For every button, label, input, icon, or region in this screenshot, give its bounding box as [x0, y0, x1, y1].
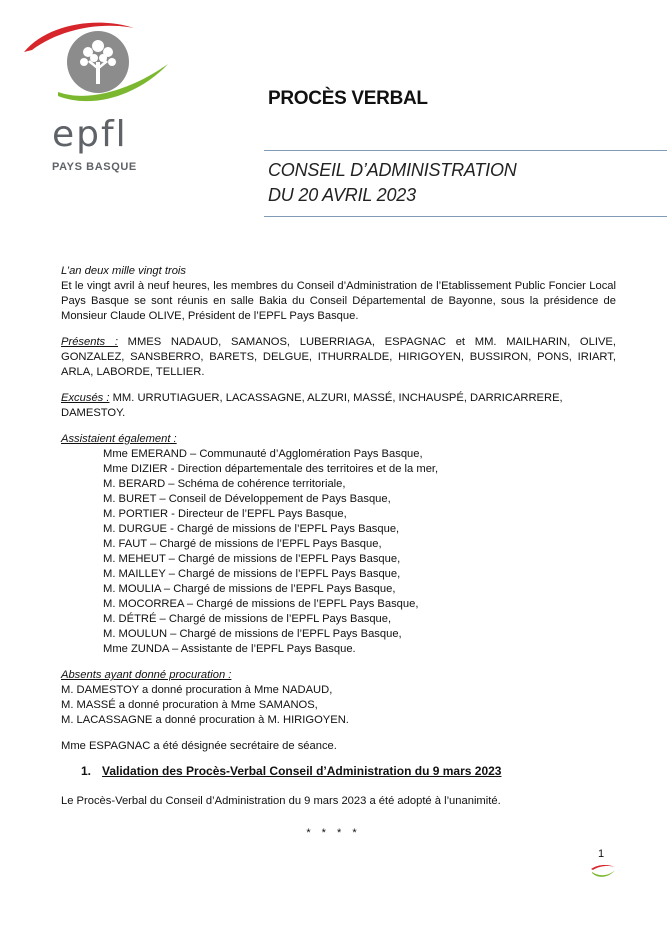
list-item: M. DAMESTOY a donné procuration à Mme NADAUD,: [61, 684, 333, 696]
intro-date-phrase: L’an deux mille vingt trois: [61, 265, 186, 277]
section-heading: [81, 764, 501, 778]
presents-paragraph: [61, 335, 616, 380]
intro-paragraph: Et le vingt avril à neuf heures, les membres du Conseil d’Administration de l’Etablissement Public Foncier Local Pays Basque se sont réunis en salle Bakia du Conseil Départemental de Bayonne, sous la présidence de Monsieur Claude OLIVE, Président de l’EPFL Pays Basque.: [61, 280, 616, 322]
assistants-list: [61, 447, 616, 657]
presents-label: Présents :: [61, 336, 118, 348]
meeting-title-line1: CONSEIL D’ADMINISTRATION: [268, 160, 517, 180]
logo-subtitle: PAYS BASQUE: [52, 161, 137, 173]
list-item: M. MOCORREA – Chargé de missions de l’EPFL Pays Basque,: [103, 598, 419, 610]
page-number: 1: [598, 848, 605, 860]
list-item: M. FAUT – Chargé de missions de l’EPFL Pays Basque,: [103, 538, 382, 550]
footer-swoosh-icon: [590, 862, 616, 878]
list-item: Mme ZUNDA – Assistante de l’EPFL Pays Basque.: [103, 643, 356, 655]
section-title: Validation des Procès-Verbal Conseil d’Administration du 9 mars 2023: [102, 764, 502, 778]
list-item: M. LACASSAGNE a donné procuration à M. HIRIGOYEN.: [61, 714, 349, 726]
list-item: M. MASSÉ a donné procuration à Mme SAMANOS,: [61, 699, 318, 711]
absents-label: Absents ayant donné procuration :: [61, 669, 232, 681]
list-item: M. MEHEUT – Chargé de missions de l’EPFL Pays Basque,: [103, 553, 401, 565]
excuses-paragraph: [61, 391, 616, 421]
list-item: Mme EMERAND – Communauté d’Agglomération Pays Basque,: [103, 448, 423, 460]
secretary-statement: Mme ESPAGNAC a été désignée secrétaire de séance.: [61, 740, 337, 752]
separator-stars: * * * *: [306, 827, 361, 839]
list-item: M. PORTIER - Directeur de l’EPFL Pays Basque,: [103, 508, 347, 520]
list-item: M. MOULUN – Chargé de missions de l’EPFL Pays Basque,: [103, 628, 402, 640]
section-number: 1.: [81, 764, 92, 778]
list-item: M. DURGUE - Chargé de missions de l’EPFL Pays Basque,: [103, 523, 400, 535]
list-item: M. BURET – Conseil de Développement de Pays Basque,: [103, 493, 391, 505]
meeting-title: [268, 158, 517, 208]
list-item: M. MOULIA – Chargé de missions de l’EPFL Pays Basque,: [103, 583, 396, 595]
assistants-label: Assistaient également :: [61, 433, 177, 445]
logo-wordmark: epfl: [52, 114, 128, 155]
list-item: M. BERARD – Schéma de cohérence territoriale,: [103, 478, 346, 490]
logo-emblem-icon: [22, 14, 172, 114]
excuses-list: MM. URRUTIAGUER, LACASSAGNE, ALZURI, MASSÉ, INCHAUSPÉ, DARRICARRERE, DAMESTOY.: [61, 392, 563, 419]
epfl-logo: [22, 14, 172, 173]
presents-list: MMES NADAUD, SAMANOS, LUBERRIAGA, ESPAGNAC et MM. MAILHARIN, OLIVE, GONZALEZ, SANSBERRO, BARETS, DELGUE, ITHURRALDE, HIRIGOYEN, BUSSIRON, PONS, IRIART, ARLA, LABORDE, TELLIER.: [61, 336, 616, 378]
list-item: Mme DIZIER - Direction départementale des territoires et de la mer,: [103, 463, 439, 475]
document-type-title: PROCÈS VERBAL: [268, 88, 428, 109]
excuses-label: Excusés :: [61, 392, 110, 404]
minutes-body: [61, 264, 616, 754]
header-divider-bottom: [264, 216, 667, 217]
list-item: M. DÉTRÉ – Chargé de missions de l’EPFL Pays Basque,: [103, 613, 392, 625]
list-item: M. MAILLEY – Chargé de missions de l’EPFL Pays Basque,: [103, 568, 401, 580]
meeting-title-line2: DU 20 AVRIL 2023: [268, 185, 416, 205]
section-text: Le Procès-Verbal du Conseil d’Administration du 9 mars 2023 a été adopté à l’unanimité.: [61, 795, 501, 807]
header-divider-top: [264, 150, 667, 151]
